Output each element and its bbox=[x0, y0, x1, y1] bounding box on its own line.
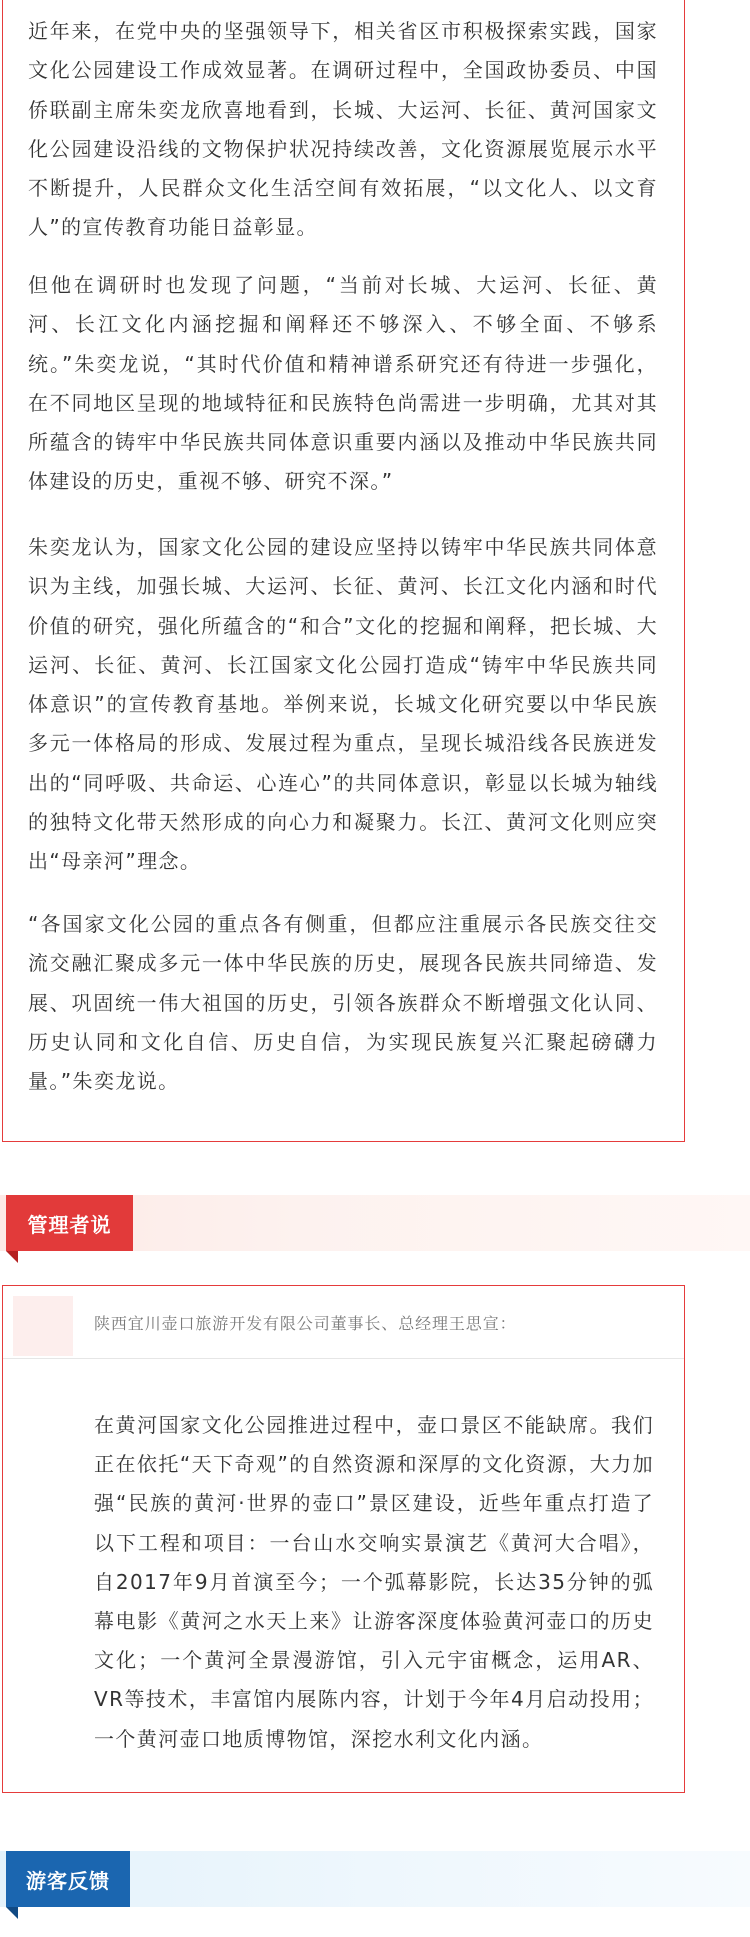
ribbon-tail-icon bbox=[6, 1907, 18, 1919]
manager-quote-text: 在黄河国家文化公园推进过程中，壶口景区不能缺席。我们正在依托“天下奇观”的自然资源和深厚的文化资源，大力加强“民族的黄河·世界的壶口”景区建设，近些年重点打造了以下工程和项目：一台山水交响实景演艺《黄河大合唱》，自2017年9月首演至今；一个弧幕影院，长达35分钟的弧幕电影《黄河之水天上来》让游客深度体验黄河壶口的历史文化；一个黄河全景漫游馆，引入元宇宙概念，运用AR、VR等技术，丰富馆内展陈内容，计划于今年4月启动投用；一个黄河壶口地质博物馆，深挖水利文化内涵。 bbox=[94, 1413, 654, 1751]
section-title-manager: 管理者说 bbox=[6, 1195, 133, 1251]
divider bbox=[3, 1358, 684, 1359]
speaker-name: 陕西宜川壶口旅游开发有限公司董事长、总经理王思宣： bbox=[94, 1314, 517, 1333]
manager-quote-box bbox=[2, 1285, 685, 1793]
article-paragraph-1: 近年来，在党中央的坚强领导下，相关省区市积极探索实践，国家文化公园建设工作成效显著。在调研过程中，全国政协委员、中国侨联副主席朱奕龙欣喜地看到，长城、大运河、长征、黄河国家文化公园建设沿线的文物保护状况持续改善，文化资源展览展示水平不断提升，人民群众文化生活空间有效拓展，“以文化人、以文育人”的宣传教育功能日益彰显。 bbox=[28, 19, 658, 240]
article-paragraph-2: 但他在调研时也发现了问题，“当前对长城、大运河、长征、黄河、长江文化内涵挖掘和阐释还不够深入、不够全面、不够系统。”朱奕龙说，“其时代价值和精神谱系研究还有待进一步强化，在不同地区呈现的地域特征和民族特色尚需进一步明确，尤其对其所蕴含的铸牢中华民族共同体意识重要内涵以及推动中华民族共同体建设的历史，重视不够、研究不深。” bbox=[28, 273, 658, 494]
article-paragraph-3: 朱奕龙认为，国家文化公园的建设应坚持以铸牢中华民族共同体意识为主线，加强长城、大运河、长征、黄河、长江文化内涵和时代价值的研究，强化所蕴含的“和合”文化的挖掘和阐释，把长城、大运河、长征、黄河、长江国家文化公园打造成“铸牢中华民族共同体意识”的宣传教育基地。举例来说，长城文化研究要以中华民族多元一体格局的形成、发展过程为重点，呈现长城沿线各民族迸发出的“同呼吸、共命运、心连心”的共同体意识，彰显以长城为轴线的独特文化带天然形成的向心力和凝聚力。长江、黄河文化则应突出“母亲河”理念。 bbox=[28, 535, 658, 874]
section-header-visitor bbox=[0, 1851, 750, 1907]
section-header-manager bbox=[0, 1195, 750, 1251]
quote-block-icon bbox=[13, 1296, 73, 1356]
section-title-visitor: 游客反馈 bbox=[6, 1851, 130, 1907]
article-paragraph-4: “各国家文化公园的重点各有侧重，但都应注重展示各民族交往交流交融汇聚成多元一体中华民族的历史，展现各民族共同缔造、发展、巩固统一伟大祖国的历史，引领各族群众不断增强文化认同、历史认同和文化自信、历史自信，为实现民族复兴汇聚起磅礴力量。”朱奕龙说。 bbox=[28, 912, 658, 1094]
ribbon-tail-icon bbox=[6, 1251, 18, 1263]
